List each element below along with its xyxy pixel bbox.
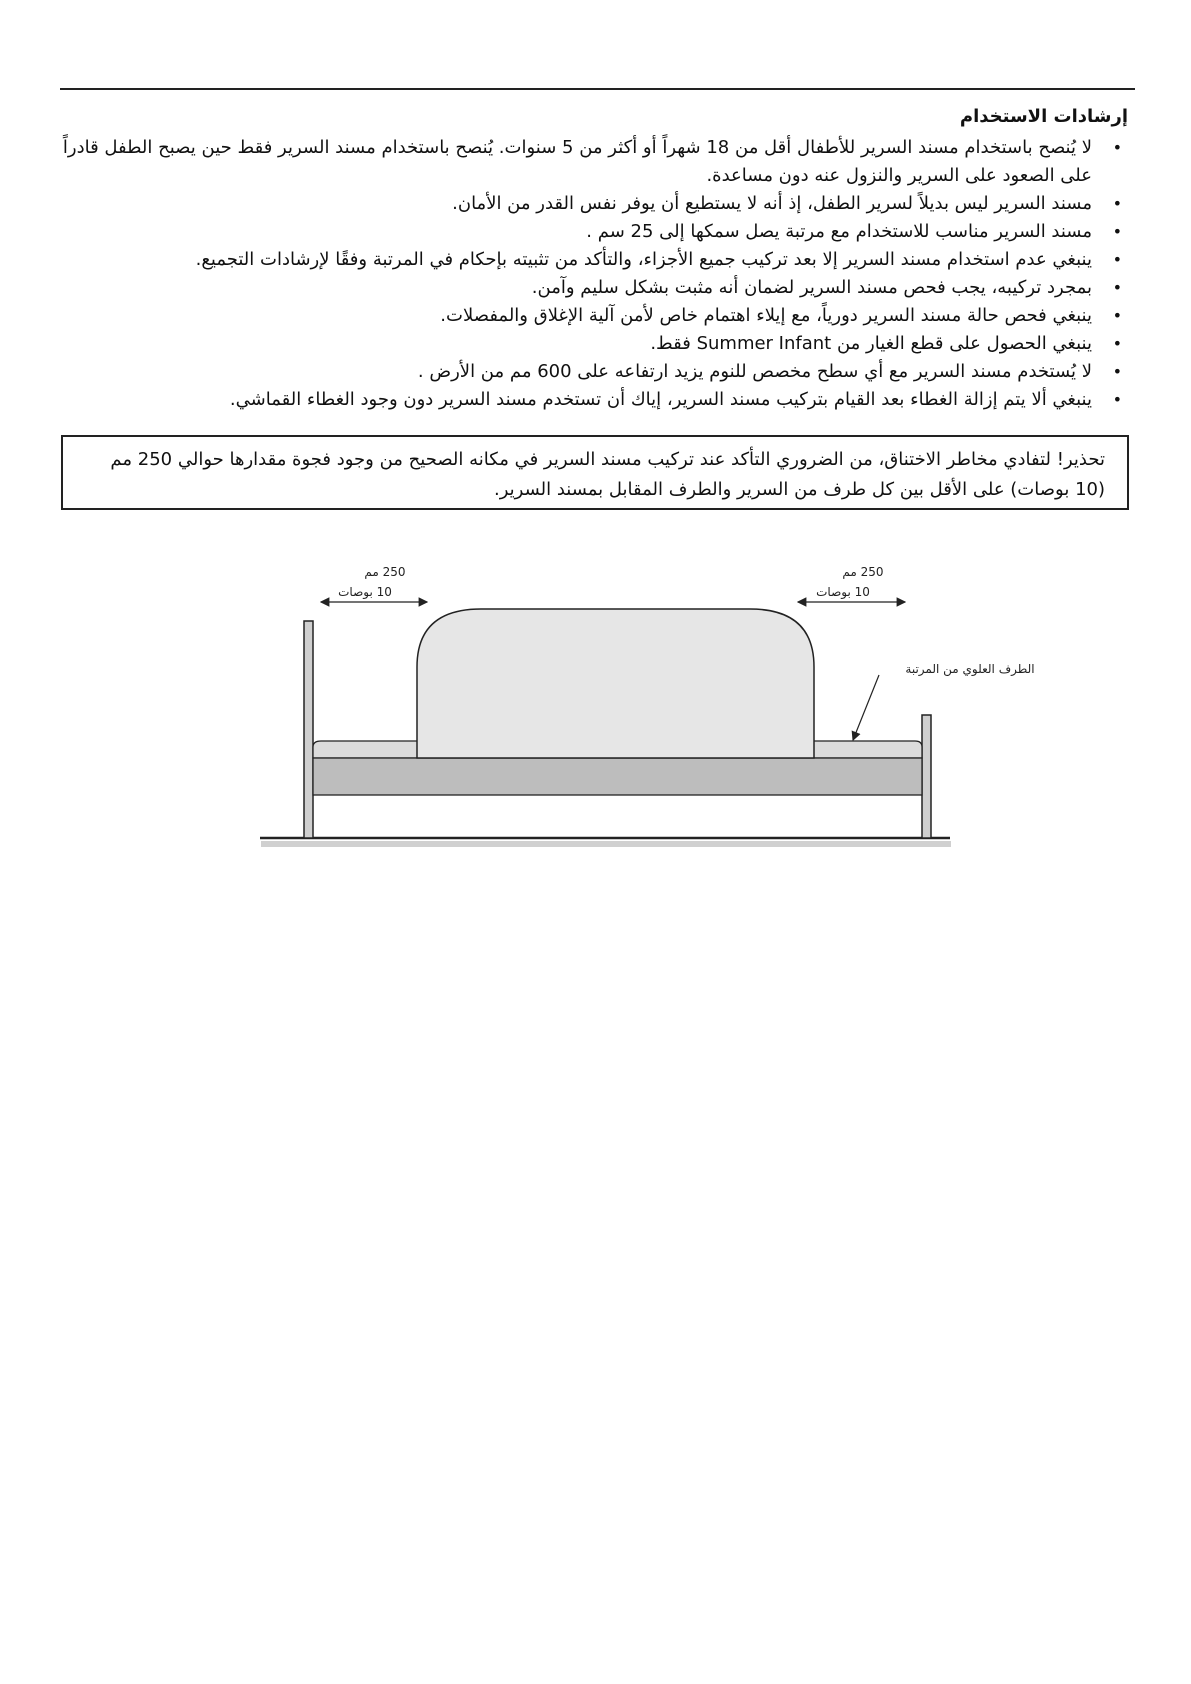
guideline-item: • مسند السرير مناسب للاستخدام مع مرتبة يصل سمكها إلى 25 سم . (60, 218, 1128, 246)
guideline-item: • ينبغي عدم استخدام مسند السرير إلا بعد تركيب جميع الأجزاء، والتأكد من تثبيته بإحكام في المرتبة وفقًا لإرشادات التجميع. (60, 246, 1128, 274)
bullet-icon: • (1112, 278, 1122, 297)
left-gap-mm-label: 250 مم (364, 565, 406, 579)
guideline-item: • ينبغي ألا يتم إزالة الغطاء بعد القيام بتركيب مسند السرير، إياك أن تستخدم مسند السرير دون وجود الغطاء القماشي. (60, 386, 1128, 414)
bed-rail-guard (417, 609, 814, 758)
bullet-icon: • (1112, 362, 1122, 381)
right-gap-mm-label: 250 مم (842, 565, 884, 579)
bullet-icon: • (1112, 222, 1122, 241)
suffocation-warning-box (61, 435, 1129, 510)
floor-shadow (261, 841, 951, 847)
bullet-icon: • (1112, 194, 1122, 213)
left-bed-post (304, 621, 313, 838)
warning-line-2: (10 بوصات) على الأقل بين كل طرف من السرير والطرف المقابل بمسند السرير. (493, 479, 1105, 500)
bed-rail-diagram (255, 555, 1050, 860)
bullet-icon: • (1112, 334, 1122, 353)
guideline-item: • ينبغي فحص حالة مسند السرير دورياً، مع إيلاء اهتمام خاص لأمن آلية الإغلاق والمفصلات. (60, 302, 1128, 330)
right-bed-post (922, 715, 931, 838)
bullet-icon: • (1112, 138, 1122, 157)
guideline-item: • لا يُستخدم مسند السرير مع أي سطح مخصص للنوم يزيد ارتفاعه على 600 مم من الأرض . (60, 358, 1128, 386)
usage-guidelines-section (60, 104, 1128, 414)
mattress-top-callout-arrow (853, 675, 879, 740)
top-rule (60, 88, 1135, 90)
guideline-item: • مسند السرير ليس بديلاً لسرير الطفل، إذ أنه لا يستطيع أن يوفر نفس القدر من الأمان. (60, 190, 1128, 218)
bullet-icon: • (1112, 390, 1122, 409)
guidelines-list (60, 134, 1128, 414)
bed-rail-diagram-svg (255, 555, 1050, 860)
right-gap-in-label: 10 بوصات (816, 585, 870, 599)
guideline-item: • لا يُنصح باستخدام مسند السرير للأطفال أقل من 18 شهراً أو أكثر من 5 سنوات. يُنصح باستخدام مسند السرير فقط حين يصبح الطفل قادراً على الصعود على السرير والنزول عنه دون مساعدة. (60, 134, 1128, 190)
guideline-item: • ينبغي الحصول على قطع الغيار من Summer Infant فقط. (60, 330, 1128, 358)
bullet-icon: • (1112, 250, 1122, 269)
warning-line-1: تحذير! لتفادي مخاطر الاختناق، من الضروري التأكد عند تركيب مسند السرير في مكانه الصحيح من وجود فجوة مقدارها حوالي 250 مم (110, 449, 1105, 470)
section-heading: إرشادات الاستخدام (959, 106, 1128, 127)
guideline-item: • بمجرد تركيبه، يجب فحص مسند السرير لضمان أنه مثبت بشكل سليم وآمن. (60, 274, 1128, 302)
bullet-icon: • (1112, 306, 1122, 325)
left-gap-in-label: 10 بوصات (338, 585, 392, 599)
mattress-body (313, 758, 922, 795)
mattress-top-label: الطرف العلوي من المرتبة (905, 662, 1035, 676)
